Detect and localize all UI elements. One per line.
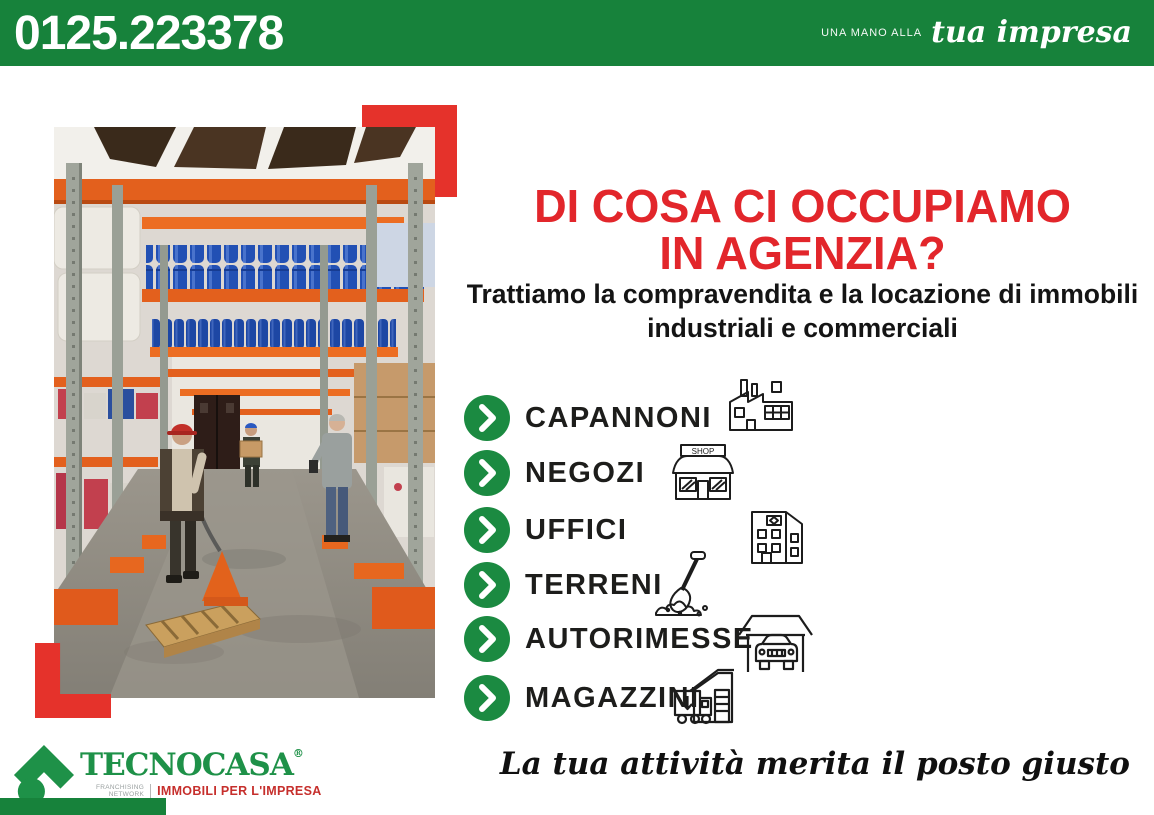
tagline-prefix: UNA MANO ALLA xyxy=(821,27,923,39)
franchising-network-label xyxy=(96,784,144,798)
service-terreni xyxy=(464,561,663,609)
division-label: IMMOBILI PER L'IMPRESA xyxy=(157,784,322,798)
service-label: UFFICI xyxy=(525,513,628,546)
phone-number: 0125.223378 xyxy=(14,6,284,60)
service-label: NEGOZI xyxy=(525,456,646,489)
footer-script-tagline: La tua attività merita il posto giusto xyxy=(499,746,1130,782)
chevron-right-icon xyxy=(464,616,510,662)
service-negozi xyxy=(464,449,645,497)
chevron-right-icon xyxy=(464,675,510,721)
heading-line1: DI COSA CI OCCUPIAMO xyxy=(534,180,1071,232)
top-banner xyxy=(0,0,1154,66)
shop-sign-text: SHOP xyxy=(691,447,715,456)
garage-car-icon xyxy=(736,608,815,675)
subtitle-line2: industriali e commerciali xyxy=(647,313,958,343)
service-uffici xyxy=(464,506,627,554)
service-label: TERRENI xyxy=(525,568,663,601)
warehouse-photo xyxy=(54,127,435,698)
service-label: AUTORIMESSE xyxy=(525,622,754,655)
tecnocasa-wordmark xyxy=(80,748,304,781)
brand-name: TECNOCASA xyxy=(80,747,293,783)
banner-tagline xyxy=(821,0,1132,66)
subtitle-line1: Trattiamo la compravendita e la locazione di immobili xyxy=(466,279,1139,309)
registered-mark: ® xyxy=(292,747,304,760)
warehouse-truck-icon xyxy=(672,664,746,730)
chevron-right-icon xyxy=(464,450,510,496)
service-autorimesse xyxy=(464,615,754,663)
shop-icon xyxy=(671,443,735,505)
heading-line2: IN AGENZIA? xyxy=(659,227,946,279)
chevron-right-icon xyxy=(464,395,510,441)
chevron-right-icon xyxy=(464,507,510,553)
shovel-icon xyxy=(650,550,716,620)
logo-subline xyxy=(96,784,322,798)
tecnocasa-roof-icon xyxy=(10,744,76,806)
factory-icon xyxy=(727,376,795,433)
main-heading xyxy=(462,180,1143,279)
logo-divider xyxy=(150,784,151,798)
warehouse-photo-illustration xyxy=(54,127,435,698)
subtitle xyxy=(455,277,1150,345)
service-capannoni xyxy=(464,394,712,442)
service-label: CAPANNONI xyxy=(525,401,712,434)
service-label: MAGAZZINI xyxy=(525,681,700,714)
service-magazzini xyxy=(464,674,700,722)
network-line2: NETWORK xyxy=(108,791,145,798)
chevron-right-icon xyxy=(464,562,510,608)
tagline-script: tua impresa xyxy=(931,15,1132,50)
office-building-icon xyxy=(747,500,807,565)
footer-green-bar xyxy=(0,798,166,815)
network-line1: FRANCHISING xyxy=(96,784,145,791)
